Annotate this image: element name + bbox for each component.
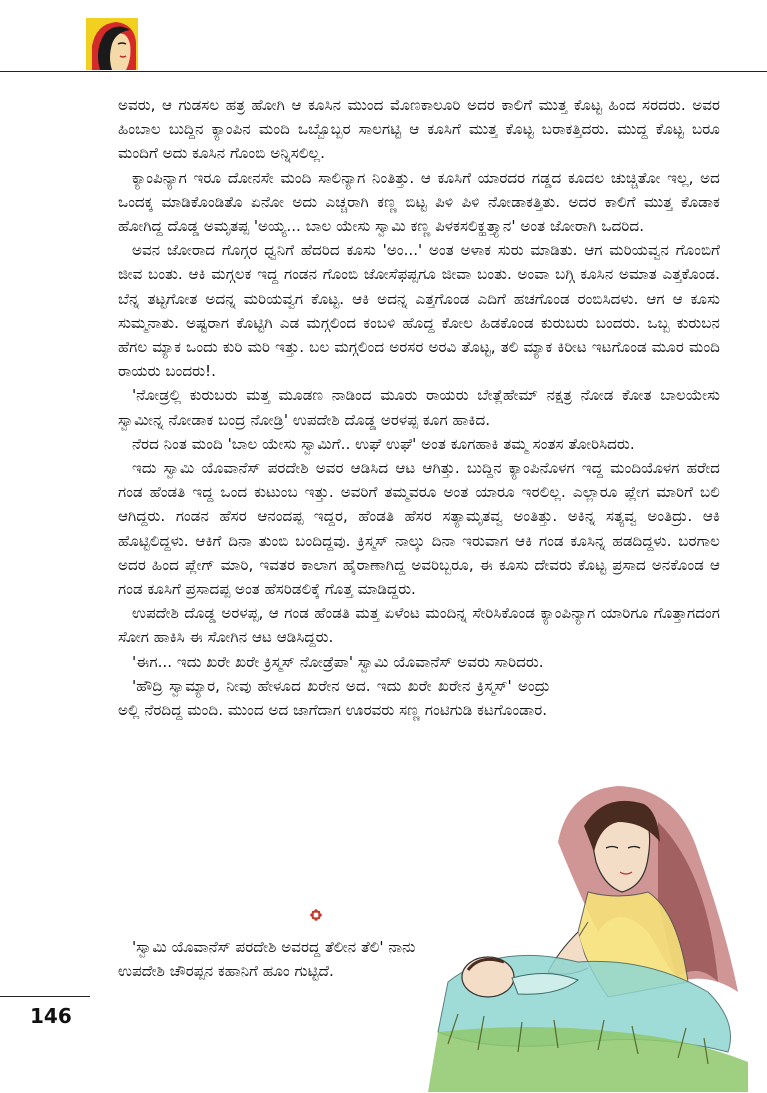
paragraph-6: ಇದು ಸ್ವಾಮಿ ಯೊವಾನೆಸ್ ಪರದೇಶಿ ಅವರ ಆಡಿಸಿದ ಆಟ ಆಗಿತ್ತು. ಬುದ್ದಿನ ಕ್ಯಾಂಪಿನೊಳಗ ಇದ್ದ ಮಂದಿಯೊಳಗ ಹರೇದ ಗಂಡ ಹೆಂಡತಿ ಇದ್ದ ಒಂದ ಕುಟುಂಬ ಇತ್ತು. ಅವರಿಗೆ ತಮ್ಮವರೂ ಅಂತ ಯಾರೂ ಇರಲಿಲ್ಲ. ಎಲ್ಲಾರೂ ಪ್ಲೇಗ ಮಾರಿಗೆ ಬಲಿ ಆಗಿದ್ದರು. ಗಂಡನ ಹೆಸರ ಆನಂದಪ್ಪ ಇದ್ದರ, ಹೆಂಡತಿ ಹೆಸರ ಸತ್ಯಾಮೃತವ್ವ ಅಂತಿತ್ತು. ಅಕಿನ್ನ ಸತ್ಯವ್ವ ಅಂತಿದ್ರು. ಆಕಿ ಹೊಟ್ಟಿಲಿದ್ದಳು. ಆಕಿಗೆ ದಿನಾ ತುಂಬಿ ಬಂದಿದ್ದವು. ಕ್ರಿಸ್ಮಸ್ ನಾಲ್ಕು ದಿನಾ ಇರುವಾಗ ಆಕಿ ಗಂಡ ಕೂಸಿನ್ನ ಹಡದಿದ್ದಳು. ಬರಗಾಲ ಅದರ ಹಿಂದ ಪ್ಲೇಗ್ ಮಾರಿ, ಇವತರ ಕಾಲಾಗ ಹೈರಾಣಾಗಿದ್ದ ಅವರಿಬ್ಬರೂ, ಈ ಕೂಸು ದೇವರು ಕೊಟ್ಟ ಪ್ರಸಾದ ಅನಕೊಂಡ ಆ ಗಂಡ ಕೂಸಿಗೆ ಪ್ರಸಾದಪ್ಪ ಅಂತ ಹೆಸರಿಡಲಿಕ್ಕೆ ಗೊತ್ತ ಮಾಡಿದ್ದರು. (118, 459, 720, 599)
paragraph-8: 'ಈಗ... ಇದು ಖರೇ ಖರೇ ಕ್ರಿಸ್ಮಸ್ ನೋಡ್ರೆಪಾ' ಸ್ವಾಮಿ ಯೊವಾನೆಸ್ ಅವರು ಸಾರಿದರು. (132, 652, 544, 671)
woman-face-logo-icon (86, 18, 138, 70)
paragraph-1: ಅವರು, ಆ ಗುಡಸಲ ಹತ್ರ ಹೋಗಿ ಆ ಕೂಸಿನ ಮುಂದ ಮೊಣಕಾಲೂರಿ ಅದರ ಕಾಲಿಗೆ ಮುತ್ತ ಕೊಟ್ಟ ಹಿಂದ ಸರದರು. ಅವರ ಹಿಂಬಾಲ ಬುದ್ದಿನ ಕ್ಯಾಂಪಿನ ಮಂದಿ ಒಬ್ಬೊಬ್ಬರ ಸಾಲಗಟ್ಟಿ ಆ ಕೂಸಿಗೆ ಮುತ್ತ ಕೊಟ್ಟ ಬರಾಕತ್ತಿದರು. ಮುದ್ದ ಕೊಟ್ಟ ಬರೂ ಮಂದಿಗೆ ಅದು ಕೂಸಿನ ಗೊಂಬಿ ಅನ್ನಿಸಲಿಲ್ಲ. (118, 96, 720, 163)
footer-rule (0, 996, 90, 997)
paragraph-9: 'ಹೌದ್ರಿ ಸ್ವಾಮ್ಯಾರ, ನೀವು ಹೇಳೂದ ಖರೇನ ಅದ. ಇದು ಖರೇ ಖರೇನ ಕ್ರಿಸ್ಮಸ್' ಅಂದ್ರು ಅಲ್ಲಿ ನೆರದಿದ್ದ ಮಂದಿ. ಮುಂದ ಅದ ಜಾಗೆದಾಗ ಊರವರು ಸಣ್ಣ ಗಂಟಿಗುಡಿ ಕಟಗೊಂಡಾರ. (118, 676, 550, 720)
paragraph-3: ಅವನ ಜೋರಾದ ಗೊಗ್ಗರ ಧ್ವನಿಗೆ ಹೆದರಿದ ಕೂಸು 'ಅಂ...' ಅಂತ ಅಳಾಕ ಸುರು ಮಾಡಿತು. ಆಗ ಮರಿಯವ್ವನ ಗೊಂಬಿಗೆ ಜೀವ ಬಂತು. ಆಕಿ ಮಗ್ಗಲಕ ಇದ್ದ ಗಂಡನ ಗೊಂಬಿ ಜೋಸೆಫಪ್ಪಗೂ ಜೀವಾ ಬಂತು. ಅಂವಾ ಬಗ್ಗಿ ಕೂಸಿನ ಅಮಾತ ಎತ್ತಕೊಂಡ. ಬೆನ್ನ ತಟ್ಟಗೋತ ಅದನ್ನ ಮರಿಯವ್ವಗ ಕೊಟ್ಟ. ಆಕಿ ಅದನ್ನ ಎತ್ತಗೊಂಡ ಎದಿಗೆ ಹಚಗೊಂಡ ರಂಬಿಸಿದಳು. ಆಗ ಆ ಕೂಸು ಸುಮ್ಮನಾತು. ಅಷ್ಟರಾಗ ಕೊಟ್ಟಿಗಿ ಎಡ ಮಗ್ಗಲಿಂದ ಕಂಬಳಿ ಹೊದ್ದ ಕೋಲ ಹಿಡಕೊಂಡ ಕುರುಬರು ಬಂದರು. ಒಬ್ಬ ಕುರುಬನ ಹೆಗಲ ಮ್ಯಾಕ ಒಂದು ಕುರಿ ಮರಿ ಇತ್ತು. ಬಲ ಮಗ್ಗಲಿಂದ ಅರಸರ ಅರವಿ ತೊಟ್ಟ, ತಲಿ ಮ್ಯಾಕ ಕಿರೀಟ ಇಟಗೊಂಡ ಮೂರ ಮಂದಿ ರಾಯರು ಬಂದರು!. (118, 241, 720, 381)
paragraph-5: ನೆರದ ನಿಂತ ಮಂದಿ 'ಬಾಲ ಯೇಸು ಸ್ವಾಮಿಗೆ.. ಉಘೆ ಉಘೆ' ಅಂತ ಕೂಗಹಾಕಿ ತಮ್ಮ ಸಂತಸ ತೋರಿಸಿದರು. (132, 434, 635, 453)
paragraph-2: ಕ್ಯಾಂಪಿನ್ಯಾಗ ಇರೂ ದೋನಸೇ ಮಂದಿ ಸಾಲಿನ್ಯಾಗ ನಿಂತಿತ್ತು. ಆ ಕೂಸಿಗೆ ಯಾರದರ ಗಡ್ಡದ ಕೂದಲ ಚುಚ್ಚಿತೋ ಇಲ್ಲ, ಅದ ಒಂದಕ್ಕ ಮಾಡಿಕೊಂಡಿತೊ ಏನೋ ಅದು ಎಚ್ಚರಾಗಿ ಕಣ್ಣ ಬಿಟ್ಟ ಪಿಳಿ ಪಿಳಿ ನೋಡಾಕತ್ತಿತು. ಅದರ ಕಾಲಿಗೆ ಮುತ್ತ ಕೊಡಾಕ ಹೋಗಿದ್ದ ದೊಡ್ಡ ಅಮೃತಪ್ಪ 'ಅಯ್ಯ... ಬಾಲ ಯೇಸು ಸ್ವಾಮಿ ಕಣ್ಣ ಪಿಳಕಸಲಿಕ್ಹತ್ತ್ಯಾನ' ಅಂತ ಜೋರಾಗಿ ಒದರಿದ. (118, 168, 721, 236)
closing-paragraph (118, 935, 448, 983)
closing-text: 'ಸ್ವಾಮಿ ಯೊವಾನೆಸ್ ಪರದೇಶಿ ಅವರದ್ದ ತೆಲೀನ ತೆಲಿ' ನಾನು ಉಪದೇಶಿ ಚೌರಪ್ಪನ ಕಹಾನಿಗೆ ಹೂಂ ಗುಟ್ಟಿದೆ. (118, 938, 416, 981)
paragraph-4: 'ನೋಡ್ರಲ್ಲಿ ಕುರುಬರು ಮತ್ತ ಮೂಡಣ ನಾಡಿಂದ ಮೂರು ರಾಯರು ಬೇತ್ಲೆಹೇಮ್ ನಕ್ಷತ್ರ ನೋಡ ಕೋತ ಬಾಲಯೇಸು ಸ್ವಾಮೀನ್ನ ನೋಡಾಕ ಬಂದ್ರ ನೋಡ್ರಿ' ಉಪದೇಶಿ ದೊಡ್ಡ ಅರಳಪ್ಪ ಕೂಗ ಹಾಕಿದ. (118, 386, 720, 429)
narrow-column (118, 650, 720, 723)
mother-and-child-illustration-icon (408, 782, 766, 1092)
paragraph-7: ಉಪದೇಶಿ ದೊಡ್ಡ ಅರಳಪ್ಪ, ಆ ಗಂಡ ಹೆಂಡತಿ ಮತ್ತ ಏಳೆಂಟ ಮಂದಿನ್ನ ಸೇರಿಸಿಕೊಂಡ ಕ್ಯಾಂಪಿನ್ಯಾಗ ಯಾರಿಗೂ ಗೊತ್ತಾಗದಂಗ ಸೋಗ ಹಾಕಿಸಿ ಈ ಸೋಗಿನ ಆಟ ಆಡಿಸಿದ್ದರು. (118, 604, 720, 647)
flower-ornament-icon (310, 909, 322, 921)
page-number: 146 (30, 1004, 72, 1028)
top-rule (0, 71, 767, 72)
article-body (118, 93, 720, 722)
